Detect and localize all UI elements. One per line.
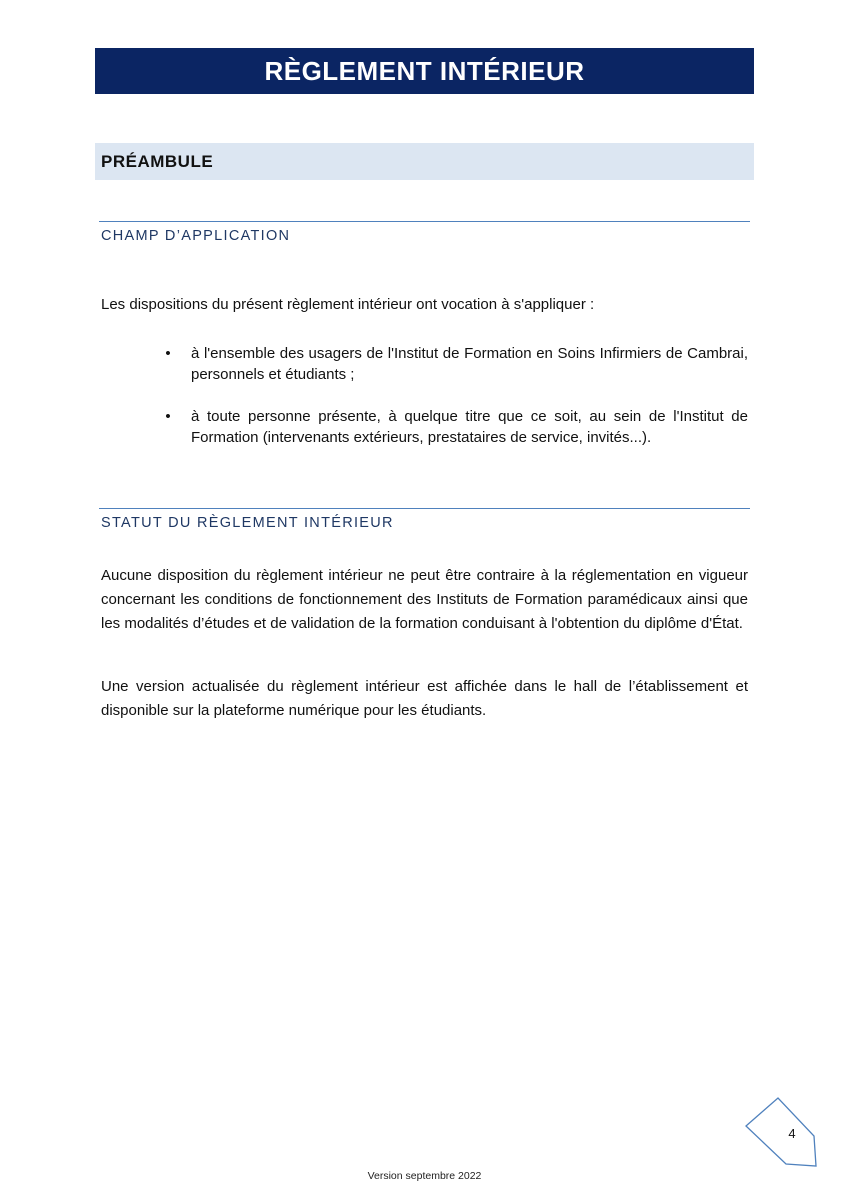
list-item — [163, 406, 748, 448]
list-item-text: à l'ensemble des usagers de l'Institut de Formation en Soins Infirmiers de Cambrai, personnels et étudiants ; — [191, 345, 748, 383]
preamble-heading: PRÉAMBULE — [101, 151, 214, 171]
preamble-banner — [95, 143, 754, 180]
bullet-icon: • — [165, 345, 171, 362]
section-divider — [99, 508, 750, 509]
section-divider — [99, 221, 750, 222]
document-title: RÈGLEMENT INTÉRIEUR — [264, 55, 585, 86]
bullet-icon: • — [165, 408, 171, 425]
section-heading-statut: STATUT DU RÈGLEMENT INTÉRIEUR — [101, 515, 394, 531]
section-intro-text: Les dispositions du présent règlement intérieur ont vocation à s'appliquer : — [101, 296, 595, 313]
paragraph: Une version actualisée du règlement intérieur est affichée dans le hall de l’établissement et disponible sur la plateforme numérique pour les étudiants. — [101, 678, 748, 719]
footer-version: Version septembre 2022 — [367, 1170, 482, 1182]
page-number: 4 — [788, 1126, 796, 1141]
title-banner — [95, 48, 754, 94]
list-item-text: à toute personne présente, à quelque titre que ce soit, au sein de l'Institut de Formation (intervenants extérieurs, prestataires de service, invités...). — [191, 408, 748, 446]
section-heading-champ-application: CHAMP D’APPLICATION — [101, 228, 291, 244]
list-item — [163, 343, 748, 385]
paragraph: Aucune disposition du règlement intérieur ne peut être contraire à la réglementation en vigueur concernant les conditions de fonctionnement des Instituts de Formation paramédicaux ainsi que les modalités d’études et de validation de la formation conduisant à l'obtention du diplôme d'État. — [101, 567, 748, 632]
